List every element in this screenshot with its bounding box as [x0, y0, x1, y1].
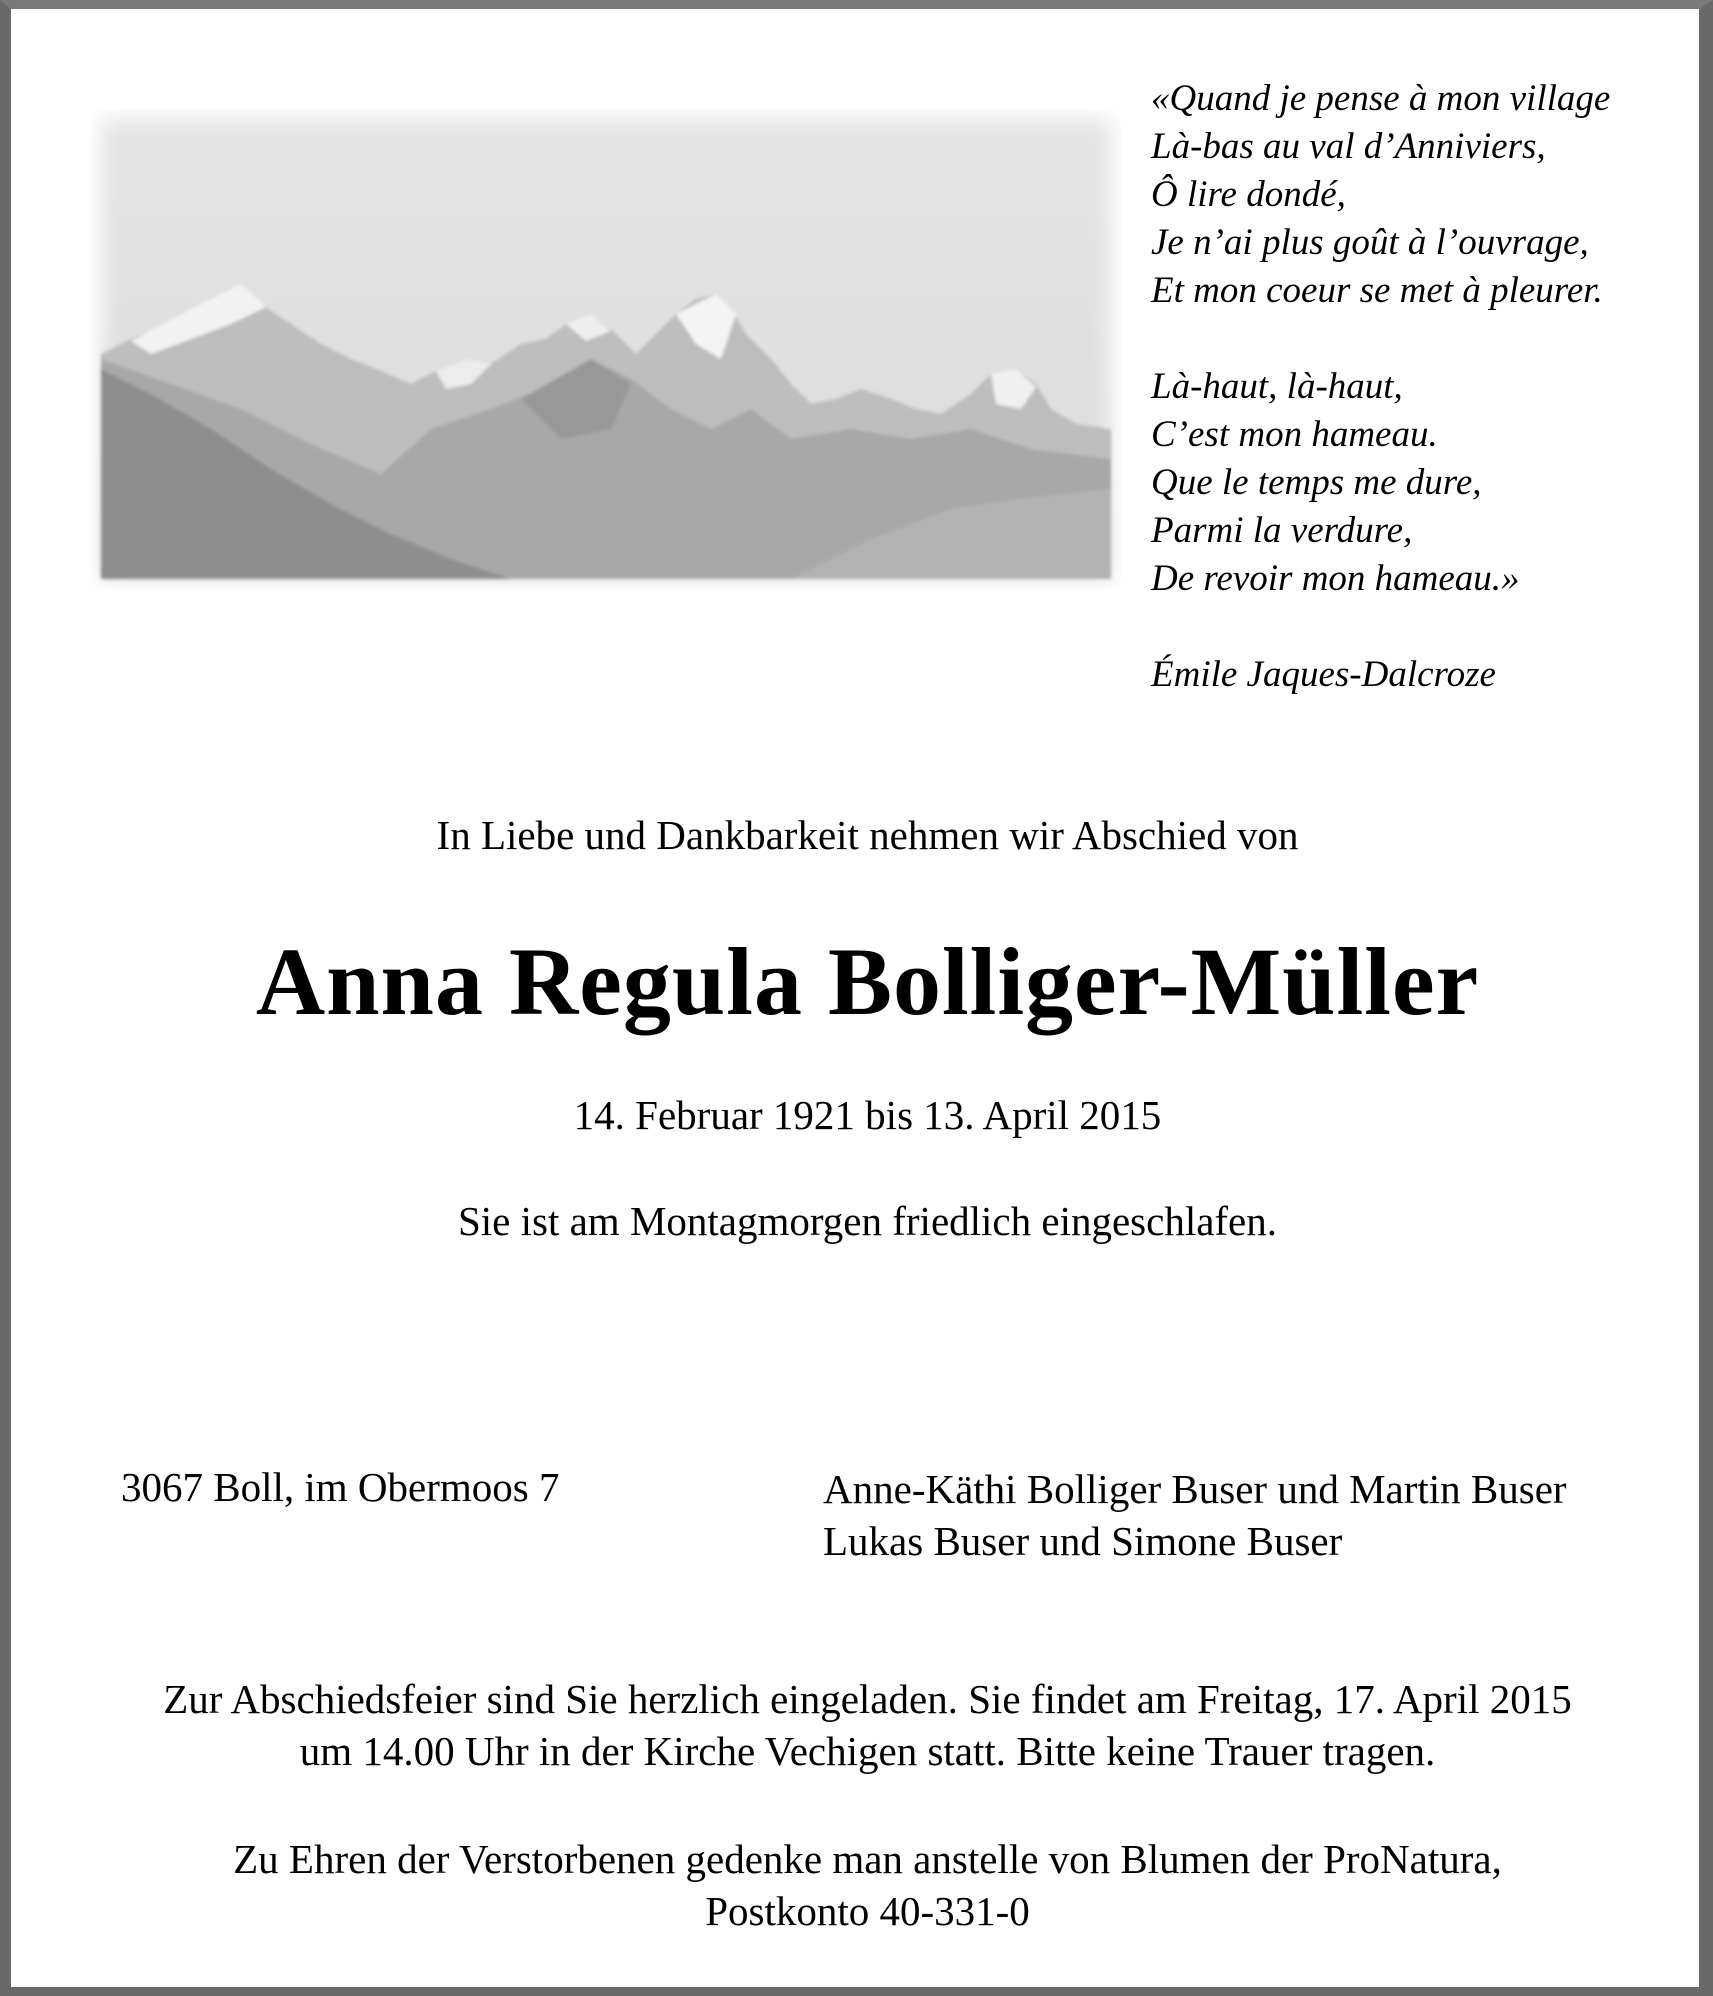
- poem-stanza-2: [1151, 363, 1711, 603]
- poem-line: Là-haut, là-haut,: [1151, 366, 1403, 407]
- poem-line: C’est mon hameau.: [1151, 414, 1438, 455]
- donation-notice: [11, 1833, 1713, 1937]
- family-list: [823, 1463, 1567, 1567]
- poem-line: «Quand je pense à mon village: [1151, 78, 1611, 119]
- poem-line: Que le temps me dure,: [1151, 462, 1482, 503]
- family-line: Lukas Buser und Simone Buser: [823, 1518, 1343, 1564]
- address: 3067 Boll, im Obermoos 7: [121, 1464, 560, 1510]
- poem-line: Parmi la verdure,: [1151, 510, 1413, 551]
- family-line: Anne-Käthi Bolliger Buser und Martin Buser: [823, 1466, 1567, 1512]
- poem-line: Là-bas au val d’Anniviers,: [1151, 126, 1546, 167]
- donation-line: Postkonto 40-331-0: [705, 1888, 1030, 1934]
- poem: [1151, 75, 1711, 699]
- ceremony-line: um 14.00 Uhr in der Kirche Vechigen statt. Bitte keine Trauer tragen.: [299, 1728, 1436, 1774]
- donation-line: Zu Ehren der Verstorbenen gedenke man anstelle von Blumen der ProNatura,: [233, 1836, 1502, 1882]
- poem-author: Émile Jaques-Dalcroze: [1151, 654, 1496, 695]
- poem-line: Ô lire dondé,: [1151, 174, 1346, 215]
- ceremony-line: Zur Abschiedsfeier sind Sie herzlich eingeladen. Sie findet am Freitag, 17. April 2015: [163, 1676, 1572, 1722]
- passing-note: Sie ist am Montagmorgen friedlich eingeschlafen.: [457, 1198, 1278, 1244]
- mountain-landscape-image: [91, 109, 1121, 589]
- deceased-name: Anna Regula Bolliger-Müller: [255, 928, 1480, 1035]
- poem-line: Je n’ai plus goût à l’ouvrage,: [1151, 222, 1589, 263]
- intro-text: In Liebe und Dankbarkeit nehmen wir Abschied von: [436, 812, 1299, 858]
- life-dates: 14. Februar 1921 bis 13. April 2015: [573, 1092, 1162, 1138]
- ceremony-notice: [11, 1673, 1713, 1777]
- poem-line: De revoir mon hameau.»: [1151, 558, 1520, 599]
- poem-stanza-1: [1151, 75, 1711, 315]
- poem-line: Et mon coeur se met à pleurer.: [1151, 270, 1603, 311]
